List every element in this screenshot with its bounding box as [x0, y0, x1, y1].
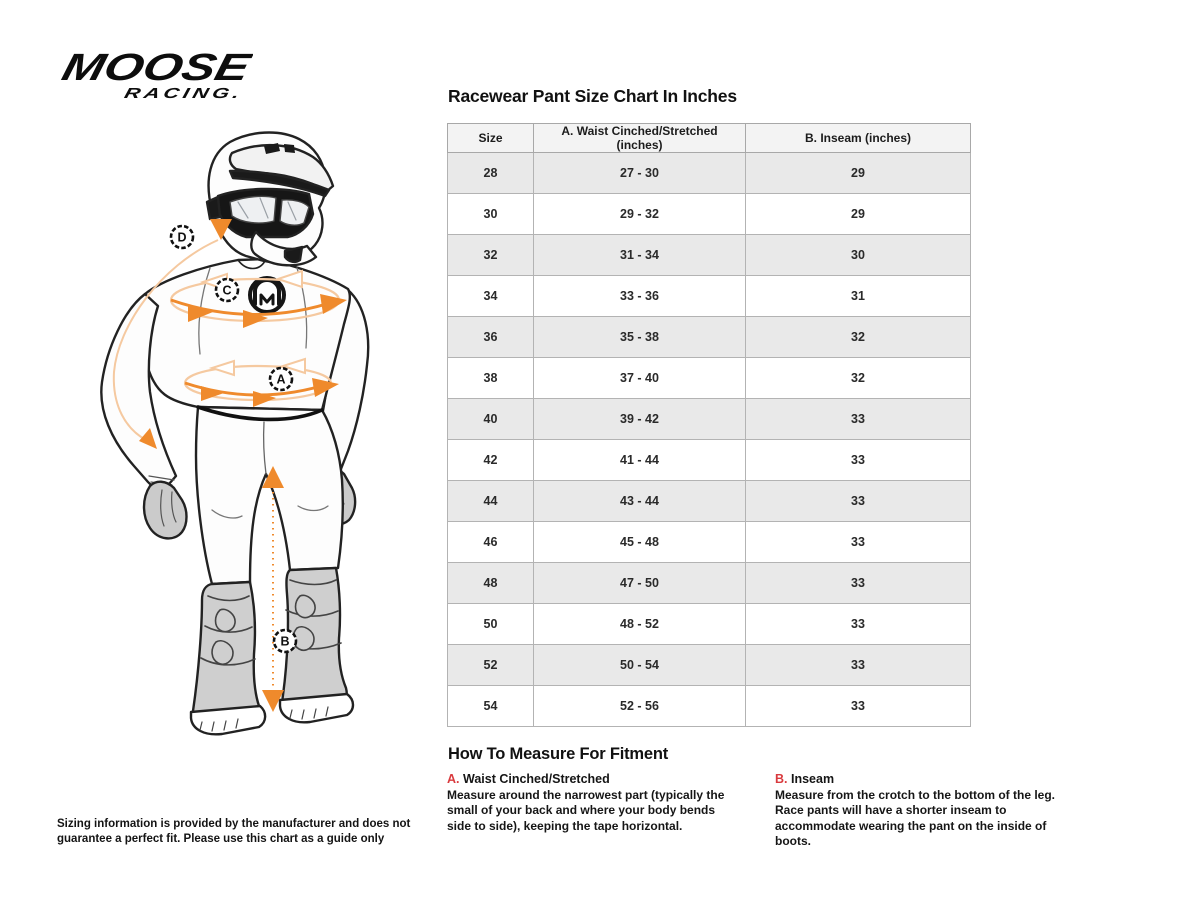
column-header: Size	[448, 124, 534, 153]
size-table-header-row	[448, 124, 971, 153]
table-row	[448, 235, 971, 276]
marker-d-label: D	[177, 230, 187, 245]
table-row	[448, 481, 971, 522]
waist-cell: 48 - 52	[534, 604, 746, 645]
inseam-cell: 30	[746, 235, 971, 276]
waist-cell: 43 - 44	[534, 481, 746, 522]
moose-racing-logo-icon	[53, 44, 253, 106]
waist-cell: 50 - 54	[534, 645, 746, 686]
measure-label-inseam	[775, 772, 1081, 786]
table-row	[448, 522, 971, 563]
measure-name-waist: Waist Cinched/Stretched	[462, 772, 610, 786]
table-row	[448, 645, 971, 686]
jersey-moose-logo-icon	[250, 278, 284, 312]
waist-cell: 41 - 44	[534, 440, 746, 481]
rider-helmet-icon	[207, 133, 333, 266]
inseam-cell: 33	[746, 399, 971, 440]
measure-text-inseam: Measure from the crotch to the bottom of the leg. Race pants will have a shorter inseam to accommodate wearing the pant on the inside of boots.	[775, 788, 1056, 849]
waist-cell: 52 - 56	[534, 686, 746, 727]
size-cell: 36	[448, 317, 534, 358]
table-row	[448, 440, 971, 481]
waist-cell: 27 - 30	[534, 153, 746, 194]
waist-cell: 33 - 36	[534, 276, 746, 317]
measure-letter-a: A.	[447, 772, 460, 786]
table-row	[448, 153, 971, 194]
size-chart-table	[447, 123, 971, 727]
brand-word-racing: RACING.	[122, 86, 206, 102]
inseam-cell: 33	[746, 481, 971, 522]
measure-label-waist	[447, 772, 741, 786]
how-to-measure-title: How To Measure For Fitment	[448, 745, 669, 763]
size-cell: 42	[448, 440, 534, 481]
waist-cell: 31 - 34	[534, 235, 746, 276]
size-table-body	[448, 153, 971, 727]
size-cell: 30	[448, 194, 534, 235]
disclaimer-text: Sizing information is provided by the manufacturer and does not guarantee a perfect fit. Please use this chart as a guide only	[57, 818, 411, 846]
size-cell: 44	[448, 481, 534, 522]
waist-cell: 37 - 40	[534, 358, 746, 399]
size-cell: 52	[448, 645, 534, 686]
table-row	[448, 686, 971, 727]
measure-item-waist	[447, 772, 741, 849]
waist-cell: 35 - 38	[534, 317, 746, 358]
size-cell: 40	[448, 399, 534, 440]
inseam-cell: 29	[746, 153, 971, 194]
marker-c-label: C	[222, 283, 232, 298]
inseam-cell: 32	[746, 358, 971, 399]
measure-text-waist: Measure around the narrowest part (typically the small of your back and where your body bends side to side), keeping the tape horizontal.	[447, 788, 725, 833]
marker-c	[216, 279, 238, 301]
column-header: A. Waist Cinched/Stretched (inches)	[534, 124, 746, 153]
table-row	[448, 563, 971, 604]
size-cell: 34	[448, 276, 534, 317]
rider-pants	[196, 407, 343, 584]
inseam-cell: 32	[746, 317, 971, 358]
marker-a	[270, 368, 292, 390]
marker-d	[171, 226, 193, 248]
inseam-cell: 33	[746, 440, 971, 481]
size-cell: 28	[448, 153, 534, 194]
marker-b	[274, 630, 296, 652]
marker-b-label: B	[280, 634, 290, 649]
brand-word-moose: MOOSE	[57, 46, 210, 89]
inseam-cell: 33	[746, 522, 971, 563]
waist-cell: 39 - 42	[534, 399, 746, 440]
how-to-measure-section	[447, 772, 1097, 849]
table-row	[448, 194, 971, 235]
size-cell: 50	[448, 604, 534, 645]
size-cell: 46	[448, 522, 534, 563]
measure-name-inseam: Inseam	[790, 772, 835, 786]
size-chart-section	[447, 86, 1097, 849]
size-cell: 54	[448, 686, 534, 727]
page-title: Racewear Pant Size Chart In Inches	[448, 86, 737, 106]
inseam-cell: 31	[746, 276, 971, 317]
inseam-cell: 33	[746, 563, 971, 604]
inseam-cell: 33	[746, 604, 971, 645]
table-row	[448, 317, 971, 358]
brand-logo	[53, 44, 253, 106]
marker-a-label: A	[276, 372, 286, 387]
inseam-cell: 33	[746, 645, 971, 686]
rider-measurement-figure	[50, 110, 435, 745]
column-header: B. Inseam (inches)	[746, 124, 971, 153]
waist-cell: 45 - 48	[534, 522, 746, 563]
measure-item-inseam	[775, 772, 1081, 849]
inseam-cell: 33	[746, 686, 971, 727]
table-row	[448, 276, 971, 317]
waist-cell: 47 - 50	[534, 563, 746, 604]
inseam-cell: 29	[746, 194, 971, 235]
waist-cell: 29 - 32	[534, 194, 746, 235]
size-cell: 48	[448, 563, 534, 604]
size-cell: 32	[448, 235, 534, 276]
table-row	[448, 358, 971, 399]
size-cell: 38	[448, 358, 534, 399]
table-row	[448, 399, 971, 440]
measure-letter-b: B.	[775, 772, 788, 786]
table-row	[448, 604, 971, 645]
